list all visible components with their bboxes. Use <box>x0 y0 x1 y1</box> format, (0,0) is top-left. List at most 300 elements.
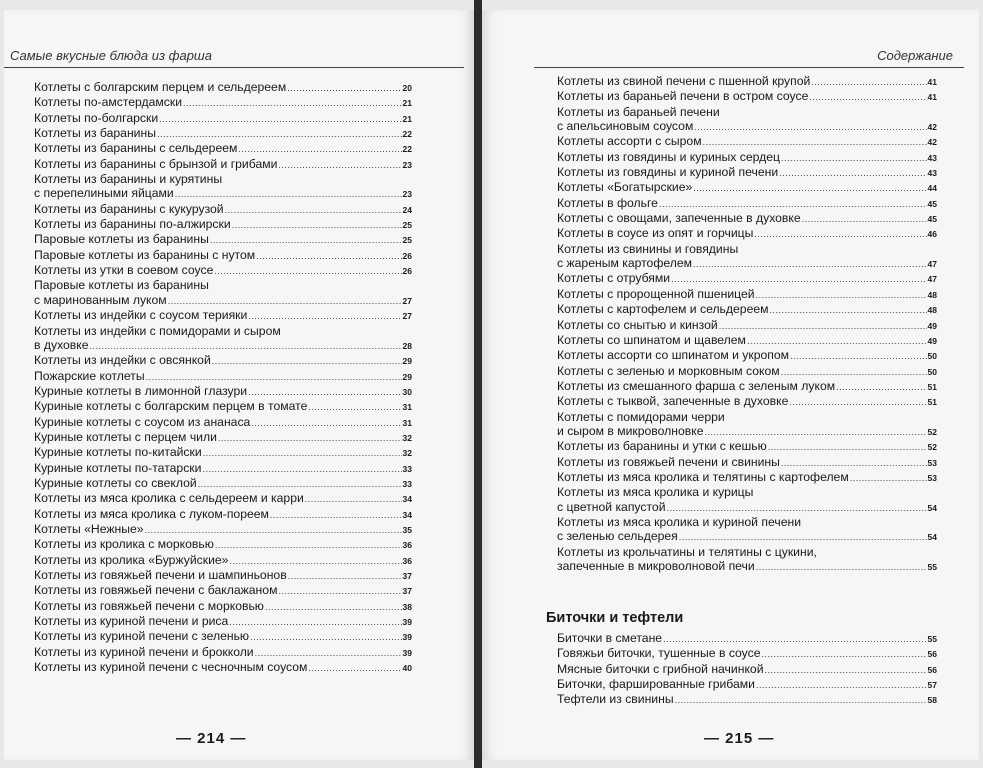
dot-leader <box>659 197 927 211</box>
toc-page-number: 39 <box>402 617 412 628</box>
dot-leader <box>270 508 402 522</box>
toc-entry-row <box>34 599 412 614</box>
toc-entry-title: запеченные в микроволновой печи <box>557 559 755 573</box>
toc-entry-row <box>557 692 937 707</box>
toc-entry-row <box>34 522 412 537</box>
page-number: — 215 — <box>704 730 775 747</box>
dot-leader <box>765 663 927 677</box>
toc-page-number: 50 <box>927 351 937 362</box>
toc-entry-title: Котлеты с картофелем и сельдереем <box>557 302 769 317</box>
toc-entry-title: Котлеты из говядины и куриной печени <box>557 165 779 180</box>
toc-entry <box>557 74 937 89</box>
dot-leader <box>693 181 926 195</box>
toc-page-number: 40 <box>402 663 412 674</box>
toc-entry-title: Котлеты из говяжьей печени с баклажаном <box>34 583 278 598</box>
toc-entry <box>34 157 412 172</box>
dot-leader <box>168 294 402 308</box>
toc-entry-title: Говяжьи биточки, тушенные в соусе <box>557 646 761 661</box>
toc-entry-title: Куриные котлеты с болгарским перцем в томате <box>34 399 308 414</box>
header-rule <box>4 67 464 68</box>
toc-entry-row <box>557 333 937 348</box>
toc-page-number: 26 <box>402 250 412 261</box>
toc-entry-row <box>34 491 412 506</box>
toc-entry-row <box>557 302 937 317</box>
toc-entry-title: Котлеты из свиной печени с пшенной крупой <box>557 74 811 88</box>
toc-entry-title: Котлеты из бараньей печени в остром соусе <box>557 89 809 104</box>
toc-page-number: 52 <box>927 442 937 453</box>
toc-entry <box>557 180 937 195</box>
dot-leader <box>238 142 401 156</box>
toc-entry-title: Куриные котлеты со свеклой <box>34 475 197 490</box>
dot-leader <box>202 462 401 476</box>
toc-entry-title: и сыром в микроволновке <box>557 423 704 438</box>
toc-entry-row <box>557 662 937 677</box>
toc-entry-row <box>557 439 937 454</box>
dot-leader <box>705 425 927 439</box>
toc-page-number: 25 <box>402 235 412 246</box>
toc-entry-title: Котлеты по-амстердамски <box>34 95 183 110</box>
toc-entry-title: с жареным картофелем <box>557 256 693 271</box>
dot-leader <box>90 339 402 353</box>
toc-page-number: 24 <box>402 204 412 215</box>
running-header: Содержание <box>877 48 953 63</box>
toc-entry-row <box>34 461 412 476</box>
toc-entry-title: Котлеты в фольге <box>557 195 658 210</box>
toc-page-number: 42 <box>927 137 937 148</box>
toc-entry-title: Котлеты из индейки с соусом терияки <box>34 308 248 323</box>
toc-entry-title: Котлеты из кролика с морковью <box>34 537 214 552</box>
toc-entry-title: Котлеты из баранины и утки с кешью <box>557 439 767 454</box>
toc-entry <box>34 415 412 430</box>
toc-entry <box>557 150 937 165</box>
toc-list <box>557 74 937 574</box>
toc-entry-title: в духовке <box>34 337 89 352</box>
toc-entry-row <box>557 364 937 379</box>
toc-entry <box>34 507 412 522</box>
toc-entry <box>557 165 937 180</box>
toc-entry-title: Куриные котлеты с перцем чили <box>34 429 217 444</box>
toc-page-number: 23 <box>402 189 412 200</box>
toc-page-number: 46 <box>927 229 937 240</box>
dot-leader <box>229 615 401 629</box>
toc-entry-row <box>34 476 412 491</box>
toc-page-number: 29 <box>402 356 412 367</box>
toc-entry <box>557 379 937 394</box>
toc-entry <box>557 692 937 707</box>
dot-leader <box>225 203 402 217</box>
toc-entry <box>34 399 412 414</box>
toc-entry <box>34 126 412 141</box>
toc-entry <box>34 553 412 568</box>
toc-page-number: 28 <box>402 340 412 351</box>
toc-entry-row <box>557 455 937 470</box>
toc-entry-title: Котлеты из куриной печени и брокколи <box>34 644 254 659</box>
dot-leader <box>287 81 401 95</box>
toc-entry-row <box>557 256 937 271</box>
dot-leader <box>756 678 927 692</box>
dot-leader <box>214 264 401 278</box>
toc-entry <box>557 348 937 363</box>
running-header: Самые вкусные блюда из фарша <box>10 48 212 63</box>
toc-entry-row <box>557 394 937 409</box>
toc-entry-row <box>34 353 412 368</box>
right-page <box>482 10 979 760</box>
toc-entry-row <box>557 150 937 165</box>
toc-entry <box>557 410 937 440</box>
toc-entry <box>34 232 412 247</box>
toc-page-number: 49 <box>927 320 937 331</box>
toc-entry-title: Куриные котлеты с соусом из ананаса <box>34 414 251 429</box>
toc-entry-title: Тефтели из свинины <box>557 692 674 707</box>
toc-entry-row <box>557 196 937 211</box>
toc-entry <box>34 461 412 476</box>
toc-page-number: 32 <box>402 432 412 443</box>
dot-leader <box>183 96 401 110</box>
toc-entry-title: Котлеты из куриной печени с чесночным соусом <box>34 660 308 675</box>
toc-entry-title: Котлеты со шпинатом и щавелем <box>557 332 746 347</box>
toc-entry <box>34 263 412 278</box>
toc-page-number: 21 <box>402 113 412 124</box>
toc-page-number: 49 <box>927 335 937 346</box>
dot-leader <box>836 380 926 394</box>
toc-entry-title: Котлеты из куриной печени с зеленью <box>34 629 250 644</box>
toc-entry-row <box>34 660 412 675</box>
toc-page-number: 27 <box>402 295 412 306</box>
toc-entry-title: Котлеты из баранины с сельдереем <box>34 141 238 156</box>
toc-entry <box>557 364 937 379</box>
toc-page-number: 44 <box>927 183 937 194</box>
toc-entry-row <box>34 614 412 629</box>
toc-entry-row <box>34 111 412 126</box>
toc-entry <box>34 522 412 537</box>
toc-entry <box>557 455 937 470</box>
toc-page-number: 33 <box>402 463 412 474</box>
toc-entry-title: с маринованным луком <box>34 292 167 307</box>
toc-entry <box>34 445 412 460</box>
toc-entry-title-line: Котлеты с помидорами черри <box>557 409 725 424</box>
toc-page-number: 29 <box>402 371 412 382</box>
toc-entry <box>34 353 412 368</box>
toc-entry-title: Котлеты по-болгарски <box>34 110 159 125</box>
toc-entry <box>34 278 412 308</box>
toc-entry-row <box>34 186 412 201</box>
toc-entry-row <box>34 445 412 460</box>
toc-page-number: 36 <box>402 540 412 551</box>
dot-leader <box>747 334 927 348</box>
toc-page-number: 34 <box>402 494 412 505</box>
toc-entry-row <box>557 287 937 302</box>
dot-leader <box>675 693 927 707</box>
toc-entry <box>557 646 937 661</box>
toc-entry <box>34 476 412 491</box>
toc-entry-title: Котлеты с отрубями <box>557 271 671 286</box>
toc-entry-title: Пожарские котлеты <box>34 368 145 383</box>
toc-entry-title: с перепелиными яйцами <box>34 186 174 201</box>
toc-entry <box>34 614 412 629</box>
toc-entry-row <box>557 631 937 646</box>
toc-entry-title: Котлеты из индейки с овсянкой <box>34 353 211 368</box>
toc-entry-title: Паровые котлеты из баранины <box>34 232 209 247</box>
toc-entry-title: Котлеты из мяса кролика с сельдереем и карри <box>34 491 304 506</box>
toc-entry-row <box>34 217 412 232</box>
toc-entry-title-line: Котлеты из мяса кролика и куриной печени <box>557 514 802 529</box>
toc-page-number: 53 <box>927 457 937 468</box>
toc-entry <box>34 537 412 552</box>
toc-page-number: 36 <box>402 555 412 566</box>
dot-leader <box>210 233 402 247</box>
toc-entry <box>34 568 412 583</box>
toc-list <box>34 80 412 675</box>
toc-page-number: 31 <box>402 417 412 428</box>
toc-entry <box>34 583 412 598</box>
dot-leader <box>671 272 926 286</box>
toc-entry <box>34 369 412 384</box>
toc-entry-title: Котлеты с зеленью и морковным соком <box>557 363 780 378</box>
dot-leader <box>146 370 402 384</box>
dot-leader <box>790 349 926 363</box>
toc-page-number: 23 <box>402 159 412 170</box>
toc-entry-row <box>557 470 937 485</box>
toc-entry-title-line: Котлеты из бараньей печени <box>557 104 720 119</box>
toc-entry-row <box>34 568 412 583</box>
toc-entry <box>557 485 937 515</box>
dot-leader <box>218 431 402 445</box>
toc-entry-row <box>34 157 412 172</box>
toc-entry-title: Куриные котлеты в лимонной глазури <box>34 383 248 398</box>
toc-entry-row <box>557 165 937 180</box>
toc-entry <box>34 660 412 675</box>
toc-entry <box>557 631 937 646</box>
toc-entry <box>34 172 412 202</box>
toc-entry-row <box>34 95 412 110</box>
toc-entry-title-line: Паровые котлеты из баранины <box>34 278 209 293</box>
toc-entry-title: Котлеты из кролика «Буржуйские» <box>34 552 229 567</box>
toc-page-number: 53 <box>927 472 937 483</box>
toc-page-number: 42 <box>927 122 937 133</box>
toc-entry-title-line: Котлеты из баранины и курятины <box>34 172 223 187</box>
toc-entry-title-line: Котлеты из свинины и говядины <box>557 241 739 256</box>
toc-entry-title: Котлеты из говяжьей печени с морковью <box>34 598 264 613</box>
dot-leader <box>694 120 926 134</box>
toc-page-number: 56 <box>927 664 937 675</box>
toc-entry-title: Котлеты в соусе из опят и горчицы <box>557 226 754 241</box>
toc-entry <box>557 439 937 454</box>
toc-page-number: 32 <box>402 448 412 459</box>
toc-entry-row <box>557 424 937 439</box>
toc-entry-title: Паровые котлеты из баранины с нутом <box>34 247 256 262</box>
toc-entry-title: Котлеты из утки в соевом соусе <box>34 263 214 278</box>
toc-page-number: 48 <box>927 305 937 316</box>
toc-page-number: 54 <box>927 502 937 513</box>
toc-entry <box>34 141 412 156</box>
toc-entry-row <box>557 226 937 241</box>
toc-entry-title: Котлеты из говяжьей печени и шампиньонов <box>34 568 287 582</box>
toc-entry <box>557 287 937 302</box>
dot-leader <box>703 135 927 149</box>
toc-entry-row <box>557 271 937 286</box>
dot-leader <box>781 365 927 379</box>
dot-leader <box>850 471 927 485</box>
toc-page-number: 33 <box>402 478 412 489</box>
toc-entry <box>557 242 937 272</box>
toc-page-number: 47 <box>927 259 937 270</box>
dot-leader <box>762 647 927 661</box>
toc-page-number: 43 <box>927 152 937 163</box>
dot-leader <box>756 560 927 574</box>
dot-leader <box>679 530 927 544</box>
toc-entry <box>34 248 412 263</box>
toc-entry-title: Котлеты «Богатырские» <box>557 180 693 195</box>
toc-entry-row <box>557 529 937 544</box>
toc-entry-row <box>557 677 937 692</box>
toc-entry-title: Котлеты с тыквой, запеченные в духовке <box>557 394 789 409</box>
toc-entry-row <box>557 119 937 134</box>
toc-entry-row <box>557 646 937 661</box>
toc-entry-row <box>34 232 412 247</box>
toc-entry <box>557 89 937 104</box>
toc-entry <box>557 333 937 348</box>
toc-page-number: 21 <box>402 98 412 109</box>
toc-entry-row <box>34 430 412 445</box>
dot-leader <box>781 151 927 165</box>
dot-leader <box>768 440 927 454</box>
toc-entry-title: Котлеты со снытью и кинзой <box>557 317 718 332</box>
toc-page-number: 37 <box>402 571 412 581</box>
toc-entry-title: Котлеты из баранины по-алжирски <box>34 217 231 232</box>
toc-page-number: 39 <box>402 647 412 658</box>
toc-entry-title: Мясные биточки с грибной начинкой <box>557 661 764 676</box>
toc-entry <box>557 271 937 286</box>
toc-page-number: 51 <box>927 381 937 392</box>
toc-entry-row <box>34 293 412 308</box>
toc-entry-title: Котлеты из баранины с кукурузой <box>34 201 224 216</box>
left-page <box>4 10 474 760</box>
toc-page-number: 51 <box>927 397 937 408</box>
toc-entry-row <box>34 583 412 598</box>
toc-page-number: 38 <box>402 601 412 612</box>
dot-leader <box>157 127 402 141</box>
toc-entry-title: Котлеты из говяжьей печени и свинины <box>557 454 780 469</box>
dot-leader <box>278 158 401 172</box>
toc-entry <box>34 202 412 217</box>
header-rule <box>534 67 964 68</box>
toc-entry-row <box>557 379 937 394</box>
dot-leader <box>175 187 402 201</box>
toc-entry-title: Котлеты с болгарским перцем и сельдереем <box>34 80 287 94</box>
dot-leader <box>215 538 402 552</box>
toc-entry <box>34 384 412 399</box>
toc-entry <box>557 211 937 226</box>
dot-leader <box>250 630 401 644</box>
toc-entry <box>557 470 937 485</box>
toc-entry-title-line: Котлеты из мяса кролика и курицы <box>557 485 754 500</box>
toc-entry <box>34 430 412 445</box>
toc-entry-title: с зеленью сельдерея <box>557 529 678 544</box>
toc-entry-row <box>557 500 937 515</box>
toc-page-number: 34 <box>402 509 412 520</box>
toc-page-number: 35 <box>402 524 412 535</box>
toc-entry-row <box>557 318 937 333</box>
page-number: — 214 — <box>176 730 247 747</box>
toc-page-number: 26 <box>402 266 412 277</box>
dot-leader <box>248 385 401 399</box>
toc-entry-row <box>557 559 937 574</box>
toc-entry-row <box>34 80 412 95</box>
toc-entry-title: Куриные котлеты по-татарски <box>34 460 202 475</box>
toc-page-number: 52 <box>927 426 937 437</box>
toc-entry-title: Котлеты из говядины и куриных сердец <box>557 149 781 164</box>
toc-entry <box>557 545 937 575</box>
toc-entry-title: Котлеты из баранины <box>34 126 156 141</box>
toc-page-number: 48 <box>927 289 937 300</box>
toc-page-number: 39 <box>402 632 412 643</box>
toc-entry <box>34 217 412 232</box>
toc-entry-row <box>34 369 412 384</box>
dot-leader <box>756 288 927 302</box>
toc-entry <box>34 95 412 110</box>
dot-leader <box>159 112 401 126</box>
dot-leader <box>288 569 402 583</box>
dot-leader <box>265 600 402 614</box>
toc-entry-title: Котлеты из мяса кролика и телятины с картофелем <box>557 469 849 484</box>
toc-entry-title-line: Котлеты из индейки с помидорами и сыром <box>34 323 281 338</box>
toc-page-number: 43 <box>927 168 937 179</box>
dot-leader <box>693 257 927 271</box>
toc-entry-row <box>34 629 412 644</box>
toc-list <box>557 631 937 708</box>
toc-page-number: 41 <box>927 77 937 87</box>
toc-entry <box>557 515 937 545</box>
toc-entry-title: Котлеты из куриной печени и риса <box>34 614 229 629</box>
toc-entry <box>34 629 412 644</box>
toc-page-number: 30 <box>402 386 412 397</box>
dot-leader <box>278 584 401 598</box>
toc-entry <box>34 491 412 506</box>
toc-entry <box>557 226 937 241</box>
toc-page-number: 47 <box>927 274 937 285</box>
dot-leader <box>811 75 926 89</box>
toc-page-number: 55 <box>927 634 937 644</box>
toc-entry-title: Котлеты из смешанного фарша с зеленым луком <box>557 378 836 393</box>
toc-entry-row <box>34 263 412 278</box>
toc-entry-row <box>557 74 937 89</box>
toc-page-number: 45 <box>927 198 937 209</box>
toc-entry-title: с апельсиновым соусом <box>557 119 694 134</box>
toc-entry-row <box>34 384 412 399</box>
dot-leader <box>789 395 926 409</box>
toc-entry <box>557 105 937 135</box>
toc-entry-row <box>557 211 937 226</box>
toc-entry-title: Котлеты ассорти со шпинатом и укропом <box>557 348 790 363</box>
toc-entry <box>34 111 412 126</box>
toc-entry-title-line: Котлеты из крольчатины и телятины с цукини, <box>557 544 817 559</box>
toc-entry-row <box>34 308 412 323</box>
toc-page-number: 31 <box>402 402 412 413</box>
dot-leader <box>248 309 401 323</box>
dot-leader <box>232 218 402 232</box>
toc-entry-row <box>34 537 412 552</box>
toc-entry-title: Котлеты с овощами, запеченные в духовке <box>557 211 801 226</box>
toc-entry <box>34 324 412 354</box>
toc-page-number: 37 <box>402 586 412 597</box>
toc-entry-row <box>34 415 412 430</box>
toc-entry-title: Котлеты из мяса кролика с луком-пореем <box>34 506 269 521</box>
toc-page-number: 20 <box>402 83 412 93</box>
dot-leader <box>256 249 401 263</box>
dot-leader <box>754 227 926 241</box>
toc-page-number: 27 <box>402 311 412 322</box>
dot-leader <box>255 646 402 660</box>
